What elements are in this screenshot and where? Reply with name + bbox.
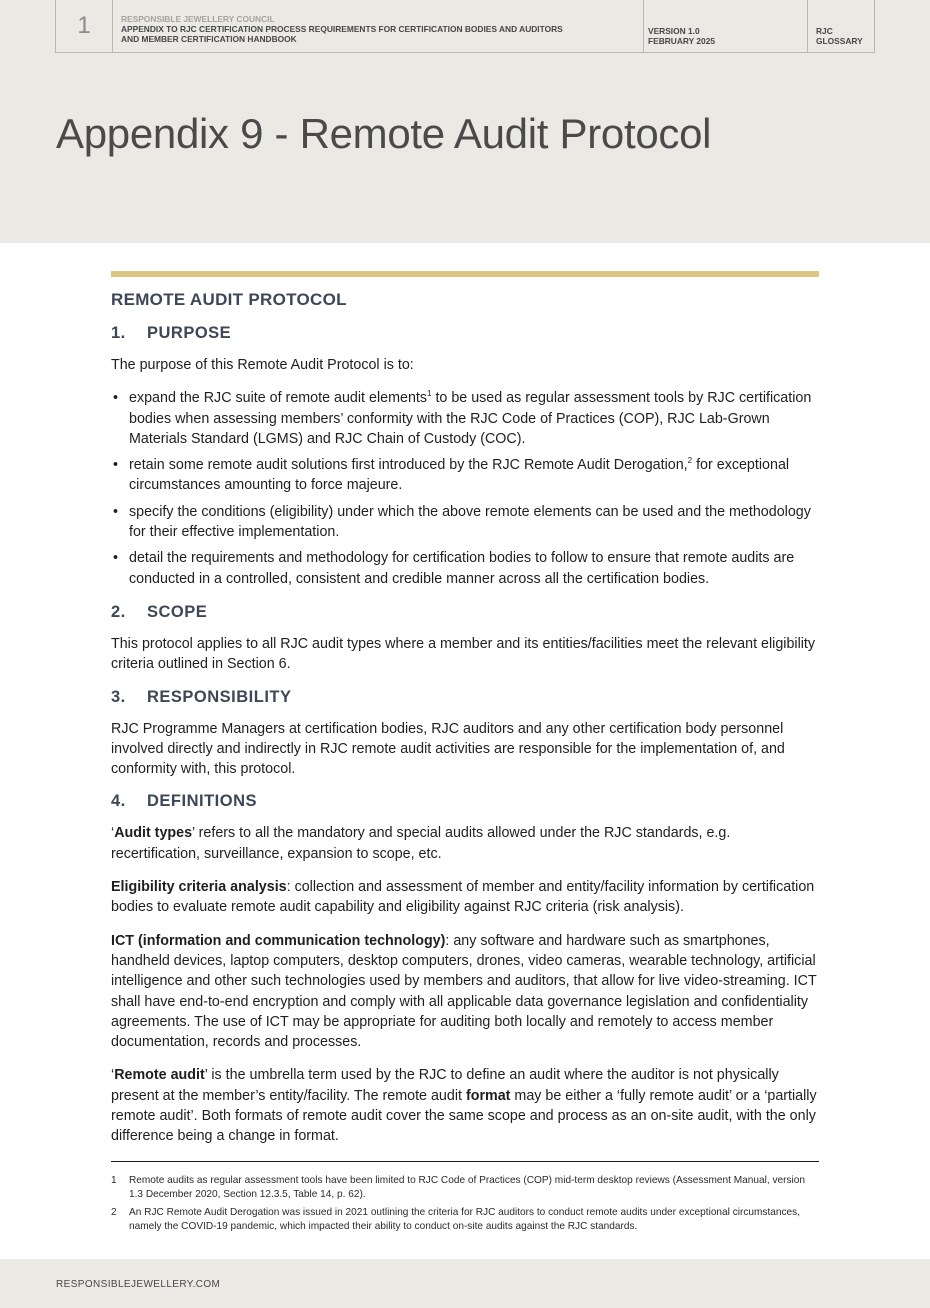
section-heading-definitions	[111, 792, 821, 811]
definition-term: ICT (information and communication technology)	[111, 932, 446, 949]
scope-text: This protocol applies to all RJC audit types where a member and its entities/facilities meet the relevant eligibility criteria outlined in Section 6.	[111, 635, 816, 673]
section-title: SCOPE	[147, 602, 208, 621]
gold-divider	[111, 271, 819, 277]
section-heading-responsibility	[111, 688, 821, 707]
purpose-bullet: • detail the requirements and methodology for certification bodies to follow to ensure that remote audits are conducted in a controlled, consistent and credible manner across all the certification bodies.	[111, 548, 821, 589]
definition-term: Eligibility criteria analysis	[111, 879, 287, 896]
section-heading-scope	[111, 603, 821, 622]
section-number: 1.	[111, 324, 126, 342]
footnote-divider	[111, 1161, 819, 1162]
header-version: VERSION 1.0	[648, 26, 700, 36]
footnote-text: Remote audits as regular assessment tools have been limited to RJC Code of Practices (COP) mid-term desktop reviews (Assessment Manual, version 1.3 December 2020, Section 12.3.5, Table 14, p. 62).	[129, 1175, 805, 1200]
header-date: FEBRUARY 2025	[648, 36, 716, 46]
definition-remote-audit: ‘Remote audit’ is the umbrella term used by the RJC to define an audit where the auditor is not physically present at the member’s entity/facility. The remote audit format may be either a ‘fully remote audit’ or a ‘partially remote audit’. Both formats of remote audit cover the same scope and process as an on-site audit, with the only difference being a change in format.	[111, 1067, 817, 1145]
definition-ict: ICT (information and communication technology): any software and hardware such as smartphones, handheld devices, laptop computers, desktop computers, drones, video cameras, wearable technology, artificial intelligence and other such technologies used by members and auditors, that allow for live video-streaming. ICT shall have end-to-end encryption and comply with all applicable data governance legislation and confidentiality agreements. The use of ICT may be appropriate for auditing both locally and remotely to access member documentation, records and processes.	[111, 932, 817, 1051]
page-number: 1	[56, 0, 113, 52]
section-title: DEFINITIONS	[147, 792, 258, 811]
header-version-block	[644, 0, 808, 52]
responsibility-text: RJC Programme Managers at certification bodies, RJC auditors and any other certification body personnel involved directly and indirectly in RJC remote audit activities are responsible for the implementation of, and conformity with, this protocol.	[111, 720, 785, 778]
definition-eligibility: Eligibility criteria analysis: collection and assessment of member and entity/facility information by certification bodies to evaluate remote audit capability and eligibility against RJC criteria (risk analysis).	[111, 879, 815, 916]
footnote-text: An RJC Remote Audit Derogation was issued in 2021 outlining the criteria for RJC auditors to conduct remote audits under exceptional circumstances, namely the COVID-19 pandemic, which impacted their ability to conduct on-site audits against the RJC standards.	[129, 1207, 801, 1232]
header-org-name: RESPONSIBLE JEWELLERY COUNCIL	[121, 14, 275, 24]
purpose-bullet: • specify the conditions (eligibility) under which the above remote elements can be used and the methodology for their effective implementation.	[111, 502, 821, 543]
section-heading-purpose	[111, 324, 821, 343]
main-content	[111, 290, 821, 1160]
purpose-bullet: • retain some remote audit solutions first introduced by the RJC Remote Audit Derogation,$^2$ for exceptional circumstances amounting to force majeure.	[111, 455, 821, 496]
footnote-number: 1	[111, 1175, 117, 1186]
purpose-list	[111, 388, 821, 589]
emphasis-format: format	[465, 1087, 511, 1104]
section-number: 4.	[111, 792, 126, 811]
section-number: 2.	[111, 602, 126, 621]
header-section-line-1: RJC	[816, 26, 833, 36]
footer-website-link[interactable]: RESPONSIBLEJEWELLERY.COM	[56, 1279, 221, 1290]
header-title-line-1: APPENDIX TO RJC CERTIFICATION PROCESS REQUIREMENTS FOR CERTIFICATION BODIES AND AUDITORS	[121, 24, 563, 34]
section-title: RESPONSIBILITY	[147, 687, 292, 706]
header-document-title	[113, 0, 644, 52]
running-header	[55, 0, 875, 53]
section-number: 3.	[111, 687, 126, 706]
footnotes	[111, 1174, 816, 1238]
footnote-ref-2[interactable]: 2	[687, 456, 693, 466]
section-title: PURPOSE	[147, 324, 232, 342]
definition-term: Remote audit	[114, 1067, 205, 1084]
footnote-item	[111, 1206, 816, 1234]
footnote-item	[111, 1174, 816, 1202]
page-title: Appendix 9 - Remote Audit Protocol	[56, 110, 712, 157]
definition-audit-types: ‘Audit types’ refers to all the mandatory and special audits allowed under the RJC standards, e.g. recertification, surveillance, expansion to scope, etc.	[111, 825, 731, 862]
main-heading: REMOTE AUDIT PROTOCOL	[111, 290, 347, 309]
header-title-line-2: AND MEMBER CERTIFICATION HANDBOOK	[121, 34, 297, 44]
header-section-link[interactable]	[808, 0, 874, 52]
header-section-line-2: GLOSSARY	[816, 36, 863, 46]
purpose-intro: The purpose of this Remote Audit Protocol is to:	[111, 357, 414, 373]
footnote-ref-1[interactable]: 1	[427, 389, 432, 399]
footnote-number: 2	[111, 1207, 117, 1218]
definition-term: Audit types	[114, 825, 193, 842]
purpose-bullet: • expand the RJC suite of remote audit elements$^1$ to be used as regular assessment tools by RJC certification bodies when assessing members’ conformity with the RJC Code of Practices (COP), RJC Lab-Grown Materials Standard (LGMS) and RJC Chain of Custody (COC).	[111, 388, 821, 449]
